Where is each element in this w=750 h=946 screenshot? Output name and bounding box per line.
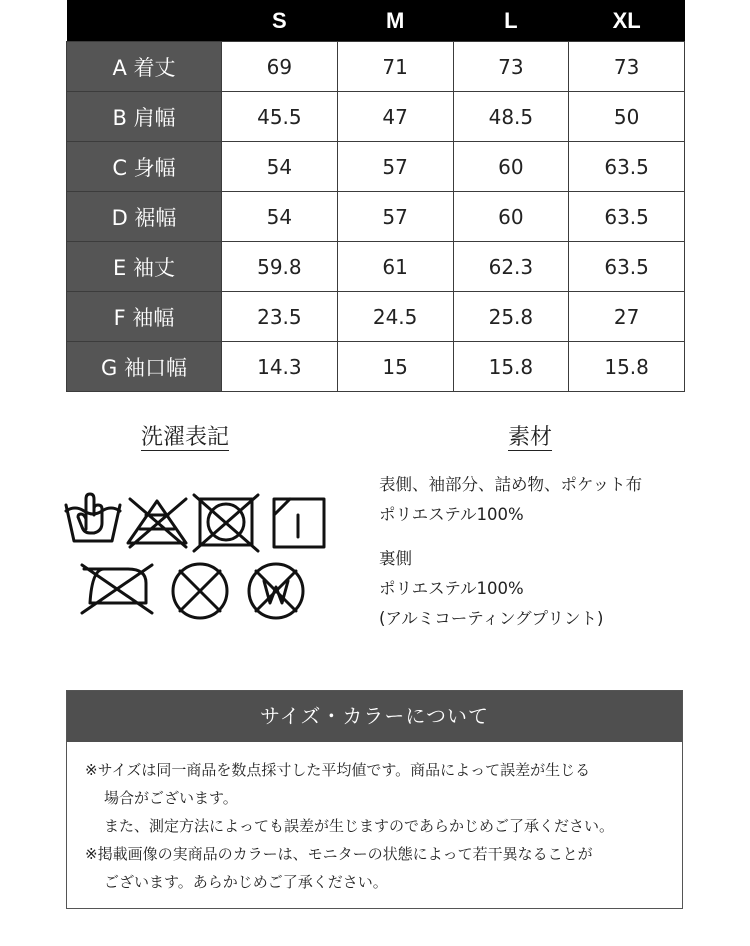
no-dry-clean-icon bbox=[173, 564, 227, 618]
material-outer-label: 表側、袖部分、詰め物、ポケット布 bbox=[379, 475, 643, 494]
info-line: ※掲載画像の実商品のカラーは、モニターの状態によって若干異なることが bbox=[85, 845, 593, 863]
size-header-xl: XL bbox=[569, 0, 685, 42]
row-label: C 身幅 bbox=[67, 142, 222, 192]
table-cell: 15 bbox=[337, 342, 453, 392]
table-cell: 60 bbox=[453, 142, 569, 192]
table-cell: 54 bbox=[222, 142, 338, 192]
info-line: ございます。あらかじめご了承ください。 bbox=[104, 873, 388, 891]
table-cell: 47 bbox=[337, 92, 453, 142]
size-table bbox=[66, 0, 685, 392]
row-label: F 袖幅 bbox=[67, 292, 222, 342]
table-row bbox=[67, 92, 685, 142]
material-details bbox=[379, 470, 699, 634]
row-label: D 裾幅 bbox=[67, 192, 222, 242]
row-label: B 肩幅 bbox=[67, 92, 222, 142]
table-cell: 57 bbox=[337, 142, 453, 192]
material-inner-note: (アルミコーティングプリント) bbox=[379, 609, 604, 628]
info-body bbox=[67, 742, 682, 896]
table-cell: 50 bbox=[569, 92, 685, 142]
info-line: 場合がございます。 bbox=[104, 789, 238, 807]
table-cell: 23.5 bbox=[222, 292, 338, 342]
row-label: G 袖口幅 bbox=[67, 342, 222, 392]
hand-wash-icon bbox=[66, 494, 120, 541]
table-cell: 24.5 bbox=[337, 292, 453, 342]
table-cell: 59.8 bbox=[222, 242, 338, 292]
table-cell: 73 bbox=[569, 42, 685, 92]
info-line: また、測定方法によっても誤差が生じますのであらかじめご了承ください。 bbox=[104, 817, 615, 835]
table-cell: 63.5 bbox=[569, 242, 685, 292]
table-cell: 69 bbox=[222, 42, 338, 92]
table-cell: 27 bbox=[569, 292, 685, 342]
no-iron-icon bbox=[82, 565, 152, 613]
material-title: 素材 bbox=[508, 425, 553, 450]
table-cell: 60 bbox=[453, 192, 569, 242]
table-row bbox=[67, 292, 685, 342]
size-header-blank bbox=[67, 0, 222, 42]
table-cell: 63.5 bbox=[569, 192, 685, 242]
size-header-m: M bbox=[337, 0, 453, 42]
table-cell: 63.5 bbox=[569, 142, 685, 192]
table-cell: 48.5 bbox=[453, 92, 569, 142]
no-tumble-dry-icon bbox=[194, 495, 258, 551]
table-cell: 57 bbox=[337, 192, 453, 242]
table-cell: 15.8 bbox=[569, 342, 685, 392]
no-wet-clean-icon bbox=[249, 564, 303, 618]
material-outer-value: ポリエステル100% bbox=[379, 505, 524, 524]
table-cell: 61 bbox=[337, 242, 453, 292]
table-cell: 45.5 bbox=[222, 92, 338, 142]
table-row bbox=[67, 342, 685, 392]
table-cell: 15.8 bbox=[453, 342, 569, 392]
row-label: E 袖丈 bbox=[67, 242, 222, 292]
care-title: 洗濯表記 bbox=[141, 425, 230, 450]
size-header-s: S bbox=[222, 0, 338, 42]
table-cell: 73 bbox=[453, 42, 569, 92]
table-cell: 54 bbox=[222, 192, 338, 242]
info-box bbox=[66, 690, 683, 909]
table-row bbox=[67, 242, 685, 292]
size-header-row bbox=[67, 0, 685, 42]
material-inner-label: 裏側 bbox=[379, 549, 412, 568]
table-cell: 14.3 bbox=[222, 342, 338, 392]
drip-dry-shade-icon bbox=[274, 499, 324, 547]
table-row bbox=[67, 42, 685, 92]
no-bleach-icon bbox=[128, 499, 186, 547]
table-cell: 71 bbox=[337, 42, 453, 92]
info-line: ※サイズは同一商品を数点採寸した平均値です。商品によって誤差が生じる bbox=[85, 761, 591, 779]
care-symbols bbox=[60, 485, 350, 625]
material-inner-value: ポリエステル100% bbox=[379, 579, 524, 598]
table-row bbox=[67, 142, 685, 192]
info-title: サイズ・カラーについて bbox=[67, 691, 682, 742]
table-row bbox=[67, 192, 685, 242]
size-header-l: L bbox=[453, 0, 569, 42]
table-cell: 62.3 bbox=[453, 242, 569, 292]
row-label: A 着丈 bbox=[67, 42, 222, 92]
table-cell: 25.8 bbox=[453, 292, 569, 342]
